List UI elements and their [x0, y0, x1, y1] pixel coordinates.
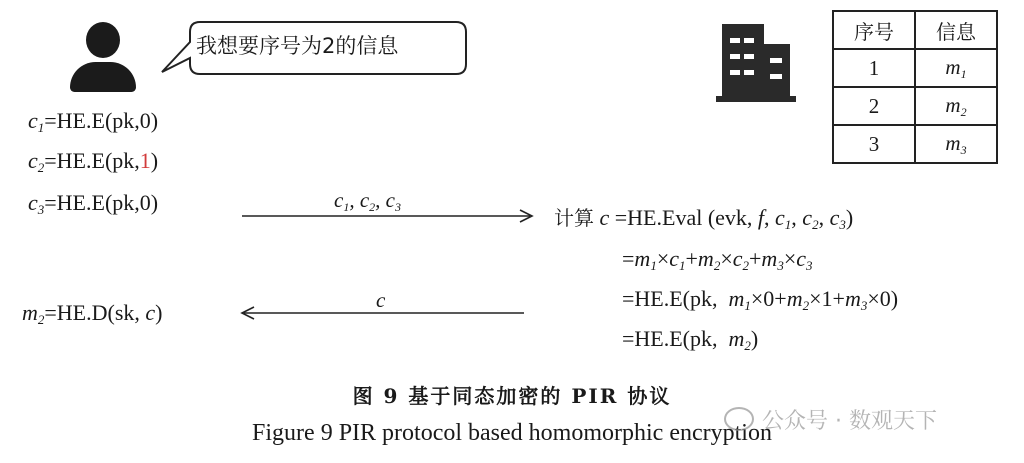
compute-line-4: =HE.E(pk, $m_2$) — [622, 326, 759, 353]
decrypt-result: $m_2=HE.D(sk$, c) — [22, 300, 163, 327]
row-index: 3 — [833, 125, 915, 163]
query-c1: $c_1=HE.E(pk,0)$ — [28, 108, 159, 135]
header-index: 序号 — [833, 11, 915, 49]
send-arrow — [240, 208, 536, 224]
caption-english: Figure 9 PIR protocol based homomorphic encryption — [252, 420, 772, 446]
watermark-text: 公众号 · 数观天下 — [762, 409, 937, 434]
compute-line-1: 计算 c =HE.Eval (evk, f, $c_1$, $c_2$, $c_3$) — [554, 205, 854, 232]
table-row — [833, 125, 997, 163]
database-table — [832, 10, 998, 164]
caption-chinese: 图 9 基于同态加密的 PIR 协议 — [352, 384, 672, 408]
row-index: 1 — [833, 49, 915, 87]
selected-bit: 1 — [139, 148, 151, 173]
return-arrow-label: c — [376, 288, 386, 312]
query-c3: $c_3=HE.E(pk,0)$ — [28, 190, 159, 217]
header-info: 信息 — [915, 11, 997, 49]
compute-line-3: =HE.E(pk, $m_1\times 0+m_2\times 1+m_3\times 0$) — [622, 286, 899, 313]
row-value: $m_3$ — [915, 125, 997, 163]
table-header-row — [833, 11, 997, 49]
table-row — [833, 49, 997, 87]
row-value: $m_1$ — [915, 49, 997, 87]
row-index: 2 — [833, 87, 915, 125]
wechat-icon — [724, 407, 754, 431]
compute-line-2: $=m_1\times c_1+m_2\times c_2+m_3\times c_3$ — [622, 246, 813, 273]
return-arrow — [238, 305, 528, 321]
send-arrow-label: $c_1$, $c_2$, $c_3$ — [334, 188, 401, 214]
bubble-text: 我想要序号为2的信息 — [196, 34, 399, 58]
table-row — [833, 87, 997, 125]
watermark — [724, 404, 937, 435]
query-c2: $c_2=HE.E(pk,1)$ — [28, 148, 159, 175]
row-value: $m_2$ — [915, 87, 997, 125]
